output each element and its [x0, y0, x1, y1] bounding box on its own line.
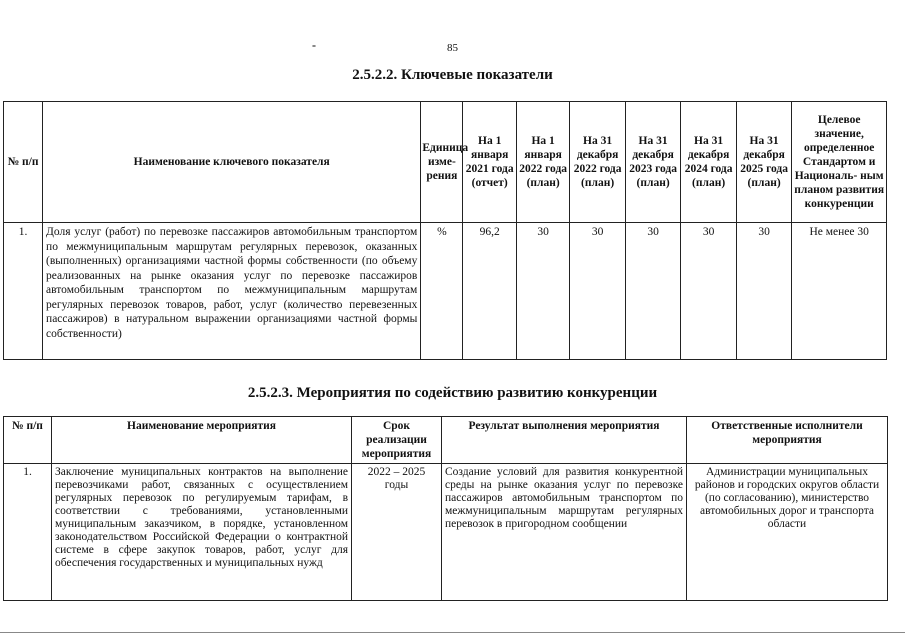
- cell-measure-name: Заключение муниципальных контрактов на выполнение перевозчиками работ, связанных с осуществлением регулярных перевозок по регулируемым тарифам, в соответствии с требованиями, установленными муниципальным заказчиком, в порядке, установленном законодательством Российской Федерации о контрактной системе в сфере закупок товаров, работ, услуг для обеспечения государственных и муниципальных нужд: [52, 464, 352, 601]
- table-row: [4, 223, 887, 360]
- cell-dec-2025: 30: [736, 223, 792, 360]
- cell-num: 1.: [4, 223, 43, 360]
- cell-target-value: Не менее 30: [792, 223, 887, 360]
- header-term: Срок реализации мероприятия: [352, 417, 442, 464]
- key-indicators-table: [3, 101, 887, 360]
- cell-jan-2021: 96,2: [463, 223, 516, 360]
- cell-dec-2023: 30: [625, 223, 681, 360]
- section-title-measures: 2.5.2.3. Мероприятия по содействию развитию конкуренции: [247, 385, 658, 401]
- header-responsible: Ответственные исполнители мероприятия: [687, 417, 888, 464]
- header-dec-2022: На 31 декабря 2022 года (план): [570, 102, 626, 223]
- header-num: № п/п: [4, 417, 52, 464]
- cell-num: 1.: [4, 464, 52, 601]
- header-target-value: Целевое значение, определенное Стандартом и Националь- ным планом развития конкуренции: [792, 102, 887, 223]
- measures-table: [3, 416, 888, 601]
- table-header-row: [4, 417, 888, 464]
- table-header-row: [4, 102, 887, 223]
- header-dec-2025: На 31 декабря 2025 года (план): [736, 102, 792, 223]
- header-dec-2024: На 31 декабря 2024 года (план): [681, 102, 737, 223]
- header-jan-2022: На 1 января 2022 года (план): [516, 102, 569, 223]
- cell-responsible: Администрации муниципальных районов и городских округов области (по согласованию), министерство автомобильных дорог и транспорта области: [687, 464, 888, 601]
- cell-result: Создание условий для развития конкурентной среды на рынке оказания услуг по перевозке пассажиров автомобильным транспортом по межмуниципальным маршрутам регулярных перевозок в пригородном сообщении: [442, 464, 687, 601]
- cell-term: 2022 – 2025 годы: [352, 464, 442, 601]
- header-unit: Единица изме- рения: [421, 102, 463, 223]
- cell-dec-2022: 30: [570, 223, 626, 360]
- header-dec-2023: На 31 декабря 2023 года (план): [625, 102, 681, 223]
- header-num: № п/п: [4, 102, 43, 223]
- table-row: [4, 464, 888, 601]
- header-result: Результат выполнения мероприятия: [442, 417, 687, 464]
- page-mark: -: [312, 38, 316, 52]
- header-jan-2021: На 1 января 2021 года (отчет): [463, 102, 516, 223]
- cell-dec-2024: 30: [681, 223, 737, 360]
- cell-indicator-name: Доля услуг (работ) по перевозке пассажиров автомобильным транспортом по межмуниципальным маршрутам регулярных перевозок, оказанных (выполненных) организациями частной формы собственности (по объему реализованных на рынке оказания услуг по перевозке пассажиров автомобильным транспортом по межмуниципальным маршрутам регулярных перевозок товаров, работ, услуг (количество перевезенных пассажиров) в натуральном выражении организациями частной формы собственности): [43, 223, 421, 360]
- page-number: 85: [447, 42, 458, 54]
- page-bottom-edge: [0, 632, 905, 634]
- cell-jan-2022: 30: [516, 223, 569, 360]
- header-measure-name: Наименование мероприятия: [52, 417, 352, 464]
- section-title-key-indicators: 2.5.2.2. Ключевые показатели: [352, 67, 553, 83]
- header-indicator-name: Наименование ключевого показателя: [43, 102, 421, 223]
- cell-unit: %: [421, 223, 463, 360]
